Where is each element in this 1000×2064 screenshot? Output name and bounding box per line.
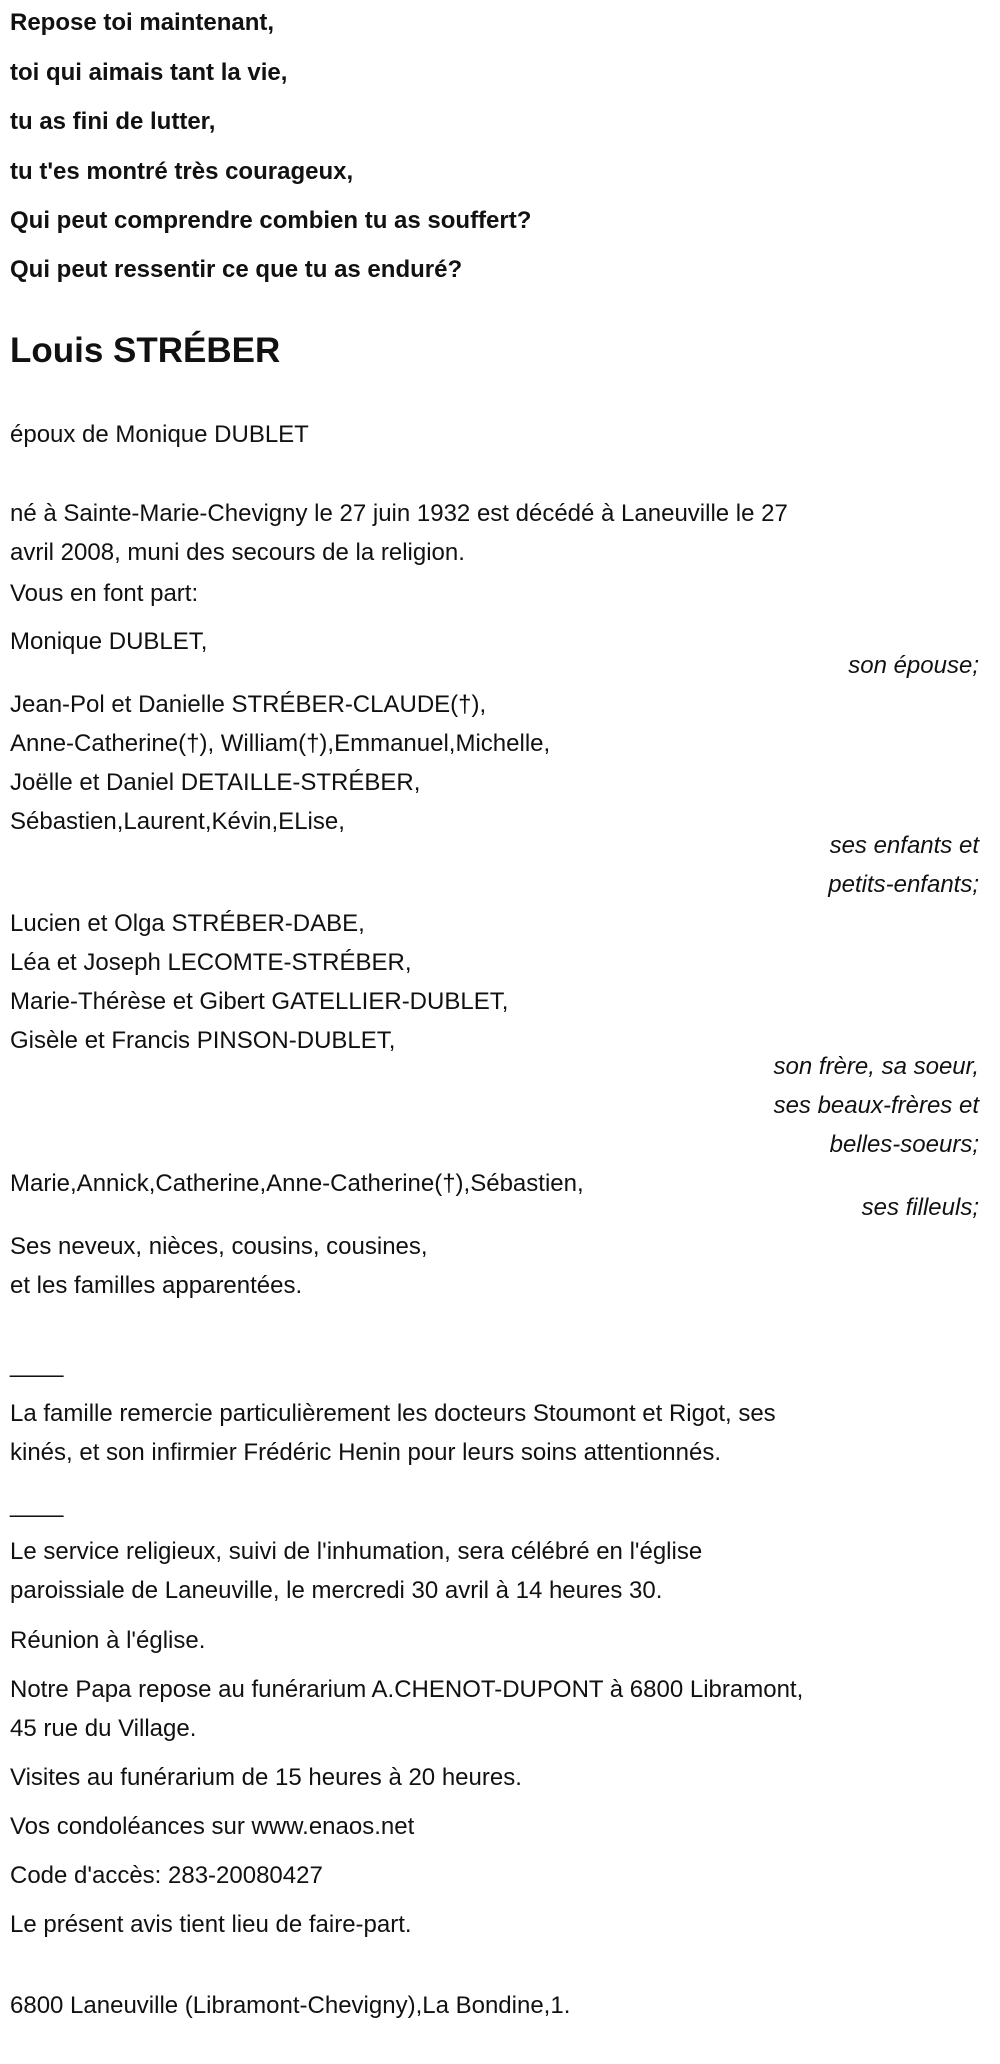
family-name-line: Joëlle et Daniel DETAILLE-STRÉBER, [10, 769, 421, 796]
poem-line: toi qui aimais tant la vie, [10, 59, 288, 86]
poem-line: Qui peut ressentir ce que tu as enduré? [10, 256, 463, 283]
access-code-line: Code d'accès: 283-20080427 [10, 1862, 323, 1889]
condolences-line: Vos condoléances sur www.enaos.net [10, 1813, 415, 1840]
family-name-line: Léa et Joseph LECOMTE-STRÉBER, [10, 949, 412, 976]
poem-line: Qui peut comprendre combien tu as souffert? [10, 207, 532, 234]
deceased-name: Louis STRÉBER [10, 331, 281, 370]
family-name-line: Sébastien,Laurent,Kévin,ELise, [10, 808, 345, 835]
relation-label: ses beaux-frères et [773, 1092, 979, 1119]
announce: Vous en font part: [10, 580, 199, 607]
relation-label: ses filleuls; [861, 1194, 979, 1221]
others-line: et les familles apparentées. [10, 1272, 303, 1299]
birth-death-line: avril 2008, muni des secours de la religion. [10, 539, 465, 566]
separator: ____ [10, 1351, 64, 1378]
poem-line: tu as fini de lutter, [10, 108, 216, 135]
notice-line: Le présent avis tient lieu de faire-part. [10, 1911, 412, 1938]
service-line: Le service religieux, suivi de l'inhumation, sera célébré en l'église [10, 1538, 703, 1565]
family-name-line: Anne-Catherine(†), William(†),Emmanuel,Michelle, [10, 730, 551, 757]
others-line: Ses neveux, nièces, cousins, cousines, [10, 1233, 428, 1260]
family-name-line: Jean-Pol et Danielle STRÉBER-CLAUDE(†), [10, 691, 487, 718]
family-name-line: Marie,Annick,Catherine,Anne-Catherine(†),Sébastien, [10, 1170, 584, 1197]
family-name-line: Marie-Thérèse et Gibert GATELLIER-DUBLET, [10, 988, 509, 1015]
family-name-line: Lucien et Olga STRÉBER-DABE, [10, 910, 365, 937]
address-line: 6800 Laneuville (Libramont-Chevigny),La Bondine,1. [10, 1992, 571, 2019]
thanks-line: kinés, et son infirmier Frédéric Henin pour leurs soins attentionnés. [10, 1439, 721, 1466]
birth-death-line: né à Sainte-Marie-Chevigny le 27 juin 1932 est décédé à Laneuville le 27 [10, 500, 788, 527]
poem-line: Repose toi maintenant, [10, 9, 275, 36]
family-name-line: Monique DUBLET, [10, 628, 208, 655]
family-name-line: Gisèle et Francis PINSON-DUBLET, [10, 1027, 396, 1054]
poem-line: tu t'es montré très courageux, [10, 158, 354, 185]
funeral-home-line: 45 rue du Village. [10, 1715, 197, 1742]
relation-label: son frère, sa soeur, [773, 1053, 979, 1080]
relation-label: son épouse; [848, 652, 979, 679]
relation-label: petits-enfants; [828, 871, 979, 898]
separator: ____ [10, 1491, 64, 1518]
spouse-line: époux de Monique DUBLET [10, 421, 309, 448]
service-line: paroissiale de Laneuville, le mercredi 30 avril à 14 heures 30. [10, 1577, 663, 1604]
relation-label: ses enfants et [829, 832, 979, 859]
relation-label: belles-soeurs; [829, 1131, 979, 1158]
funeral-home-line: Notre Papa repose au funérarium A.CHENOT-DUPONT à 6800 Libramont, [10, 1676, 804, 1703]
visits-line: Visites au funérarium de 15 heures à 20 heures. [10, 1764, 522, 1791]
thanks-line: La famille remercie particulièrement les docteurs Stoumont et Rigot, ses [10, 1400, 776, 1427]
meeting-line: Réunion à l'église. [10, 1627, 206, 1654]
